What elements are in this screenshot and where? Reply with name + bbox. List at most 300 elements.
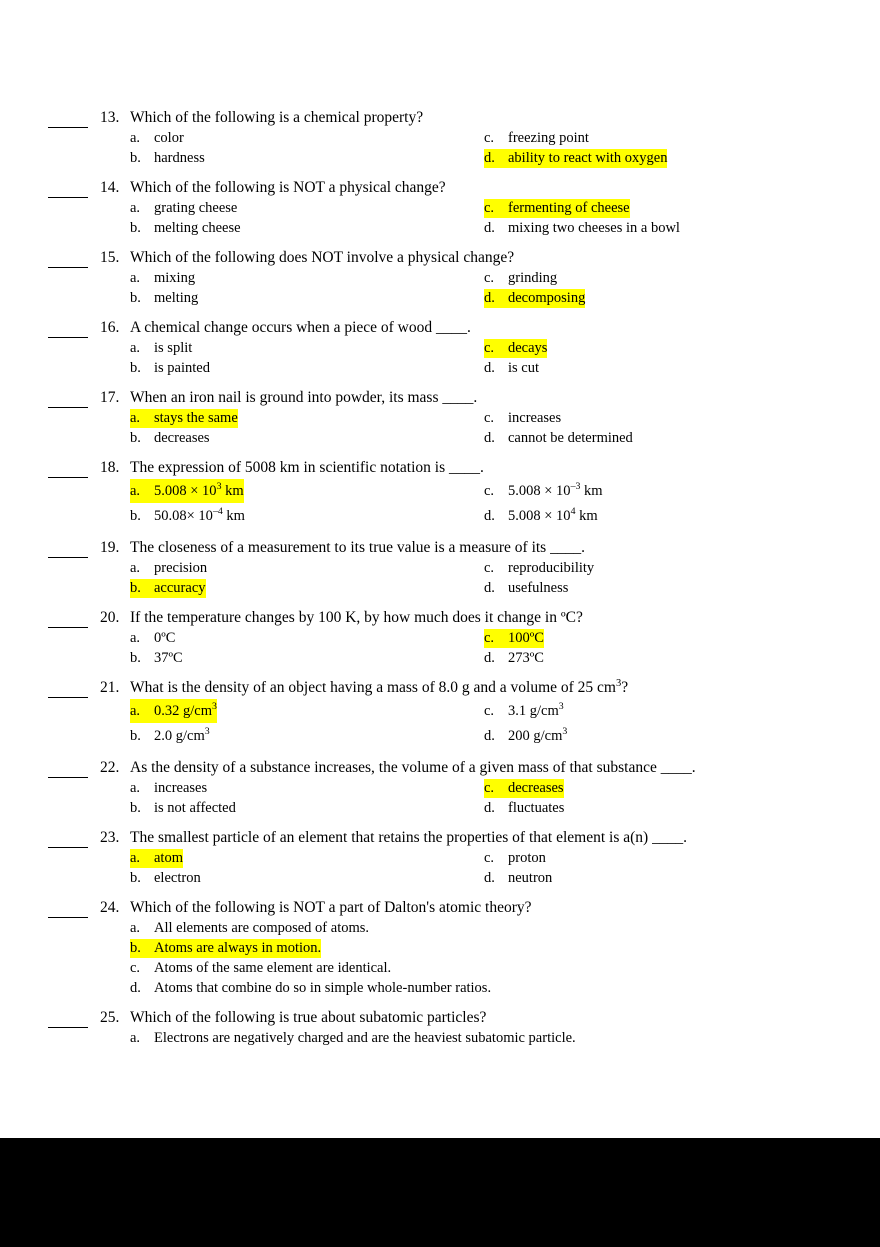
question-body [130,608,838,669]
choice-text [508,339,547,358]
choice-letter: a. [130,849,154,868]
choice-text-main: electron [154,870,201,886]
choice-letter: b. [130,800,141,816]
choice-text [154,429,210,448]
question-body [130,898,838,999]
question-text-main: The expression of 5008 km in scientific notation is ____. [130,459,484,476]
question-body [130,178,838,239]
choice-option[interactable] [484,629,838,649]
choice-list [130,559,838,599]
question-body [130,388,838,449]
choice-text-main: Electrons are negatively charged and are the heaviest subatomic particle. [154,1030,576,1046]
choice-text [508,219,680,238]
answer-blank[interactable] [48,1014,88,1028]
question-text [130,608,838,627]
answer-blank[interactable] [48,544,88,558]
choice-letter: d. [484,800,495,816]
choice-option[interactable] [130,269,484,289]
question-number: 20. [100,609,120,626]
choice-letter: b. [130,870,141,886]
question-text-main: The closeness of a measurement to its true value is a measure of its ____. [130,539,585,556]
question-text [130,678,838,697]
question-body [130,318,838,379]
choice-option[interactable] [484,359,838,379]
choice-text [154,359,210,378]
question-row [48,248,838,309]
choice-text [508,559,594,578]
question-number: 19. [100,539,120,556]
choice-text [154,559,207,578]
choice-text-main: 0.32 g/cm [154,703,212,719]
question-number: 25. [100,1009,120,1026]
choice-option[interactable] [484,724,838,749]
choice-list [130,629,838,669]
choice-text [154,339,192,358]
choice-text [508,359,539,378]
choice-letter: a. [130,560,141,576]
choice-text [154,724,210,748]
question-number: 22. [100,759,120,776]
answer-blank[interactable] [48,394,88,408]
choice-text [154,409,238,428]
question-row [48,608,838,669]
question-row [48,388,838,449]
choice-list [130,699,838,749]
choice-option[interactable] [130,339,484,359]
choice-letter: a. [130,340,141,356]
choice-letter: d. [484,508,495,524]
question-text [130,898,838,917]
choice-list [130,919,838,999]
question-row [48,178,838,239]
choice-text-main: fluctuates [508,800,565,816]
choice-option[interactable] [130,779,484,799]
choice-letter: a. [130,130,141,146]
choice-option[interactable] [130,479,484,504]
choice-text [154,629,175,648]
question-number: 13. [100,109,120,126]
choice-text [508,699,564,723]
choice-text-main: hardness [154,150,205,166]
choice-text [508,429,633,448]
choice-letter: c. [484,560,495,576]
choice-suffix: km [221,483,244,499]
answer-blank[interactable] [48,114,88,128]
choice-letter: a. [130,200,141,216]
question-number: 21. [100,679,120,696]
choice-superscript: 3 [212,701,217,713]
choice-text [154,479,244,503]
choice-letter: a. [130,270,141,286]
choice-text [154,699,217,723]
choice-text [154,289,198,308]
choice-letter: c. [130,960,141,976]
choice-text [154,649,183,668]
choice-text-main: decomposing [508,290,586,306]
question-text [130,458,838,477]
choice-letter: d. [484,580,495,596]
choice-option[interactable] [130,919,838,939]
choice-option[interactable] [484,699,838,724]
question-number: 15. [100,249,120,266]
choice-option[interactable] [130,799,484,819]
question-number: 17. [100,389,120,406]
answer-blank[interactable] [48,614,88,628]
choice-text [154,799,236,818]
choice-letter: d. [484,728,495,744]
choice-text-main: decays [508,340,548,356]
choice-text-main: is split [154,340,193,356]
choice-option[interactable] [130,579,484,599]
choice-text [154,129,184,148]
choice-text [508,479,603,503]
question-text [130,538,838,557]
choice-option[interactable] [130,559,484,579]
question-text-main: When an iron nail is ground into powder, its mass ____. [130,389,478,406]
question-text-main: Which of the following is NOT a part of Dalton's atomic theory? [130,899,532,916]
choice-text-main: 5.008 × 10 [154,483,217,499]
answer-blank[interactable] [48,184,88,198]
choice-option[interactable] [484,409,838,429]
choice-option[interactable] [130,504,484,529]
question-number: 16. [100,319,120,336]
choice-superscript: 3 [216,481,222,493]
choice-option[interactable] [484,649,838,669]
choice-letter: b. [130,360,141,376]
choice-text-main: increases [154,780,208,796]
choice-text-main: reproducibility [508,560,595,576]
choice-option[interactable] [484,869,838,889]
choice-option[interactable] [130,959,838,979]
question-row [48,828,838,889]
choice-text-main: 37ºC [154,650,183,666]
answer-blank[interactable] [48,904,88,918]
question-row [48,108,838,169]
choice-text-main: proton [508,850,546,866]
choice-text-main: is not affected [154,800,236,816]
answer-blank[interactable] [48,254,88,268]
choice-text [154,149,205,168]
choice-superscript: 3 [562,726,568,738]
question-text-suffix: ? [621,679,629,696]
question-text [130,318,838,337]
choice-text-main: 200 g/cm [508,728,563,744]
choice-text-main: 5.008 × 10 [508,483,571,499]
choice-option[interactable] [484,269,838,289]
choice-superscript: 3 [558,701,564,713]
choice-text-main: accuracy [154,580,206,596]
choice-letter: b. [130,290,141,306]
choice-letter: b. [130,508,141,524]
choice-option[interactable] [130,629,484,649]
choice-letter: b. [130,579,154,598]
question-text-superscript: 3 [615,677,622,689]
choice-text [508,149,667,168]
choice-text [154,269,195,288]
question-body [130,248,838,309]
choice-letter: c. [484,410,495,426]
choice-superscript: –3 [570,481,581,493]
choice-text-main: ability to react with oxygen [508,150,668,166]
question-text [130,248,838,267]
choice-letter: a. [130,780,141,796]
choice-text-main: All elements are composed of atoms. [154,920,370,936]
choice-letter: c. [484,850,495,866]
choice-letter: c. [484,629,508,648]
choice-option[interactable] [484,429,838,449]
question-number: 23. [100,829,120,846]
choice-text [508,649,544,668]
question-text [130,758,838,777]
choice-option[interactable] [130,149,484,169]
choice-text [154,919,369,938]
choice-option[interactable] [130,219,484,239]
question-text-main: A chemical change occurs when a piece of wood ____. [130,319,471,336]
choice-letter: c. [484,339,508,358]
choice-letter: d. [484,430,495,446]
choice-list [130,269,838,309]
choice-text [154,959,391,978]
choice-text [508,579,568,598]
choice-option[interactable] [130,979,838,999]
choice-option[interactable] [484,849,838,869]
choice-letter: d. [484,360,495,376]
choice-superscript: 4 [570,506,576,518]
choice-text [508,779,564,798]
choice-text [154,979,491,998]
question-body [130,458,838,529]
choice-text-main: decreases [508,780,564,796]
question-body [130,1008,838,1049]
choice-text-main: 100ºC [508,630,544,646]
choice-letter: a. [130,409,154,428]
quiz-question-list [48,108,838,1058]
question-text [130,108,838,127]
choice-letter: a. [130,1030,141,1046]
choice-option[interactable] [130,939,838,959]
question-text [130,828,838,847]
choice-option[interactable] [130,289,484,309]
choice-letter: a. [130,920,141,936]
choice-text [154,779,207,798]
choice-option[interactable] [484,504,838,529]
choice-text-main: 5.008 × 10 [508,508,571,524]
question-number: 14. [100,179,120,196]
choice-letter: a. [130,479,154,503]
choice-text-main: stays the same [154,410,238,426]
choice-text-main: mixing [154,270,196,286]
choice-text [508,409,561,428]
choice-text [508,129,589,148]
choice-letter: d. [484,149,508,168]
choice-text-main: color [154,130,184,146]
choice-letter: b. [130,939,154,958]
choice-option[interactable] [130,129,484,149]
choice-text [508,199,630,218]
answer-blank[interactable] [48,684,88,698]
question-body [130,678,838,749]
choice-option[interactable] [484,799,838,819]
choice-text [508,289,585,308]
choice-list [130,779,838,819]
choice-suffix: km [222,508,245,524]
choice-text-main: 3.1 g/cm [508,703,559,719]
choice-text [508,504,598,528]
choice-text [154,504,245,528]
choice-option[interactable] [130,699,484,724]
choice-text [154,849,183,868]
choice-text-main: mixing two cheeses in a bowl [508,220,680,236]
choice-option[interactable] [130,849,484,869]
choice-letter: c. [484,703,495,719]
question-body [130,828,838,889]
choice-text-main: decreases [154,430,210,446]
choice-text-main: atom [154,850,183,866]
choice-list [130,339,838,379]
choice-text [508,869,552,888]
choice-letter: d. [484,870,495,886]
choice-list [130,1029,838,1049]
choice-list [130,849,838,889]
question-text [130,178,838,197]
choice-letter: d. [484,289,508,308]
choice-list [130,409,838,449]
choice-option[interactable] [130,359,484,379]
choice-text-main: melting cheese [154,220,241,236]
choice-list [130,479,838,529]
answer-blank[interactable] [48,324,88,338]
choice-option[interactable] [130,1029,838,1049]
choice-option[interactable] [484,149,838,169]
choice-letter: c. [484,199,508,218]
question-row [48,458,838,529]
answer-blank[interactable] [48,464,88,478]
choice-option[interactable] [484,339,838,359]
answer-blank[interactable] [48,764,88,778]
choice-text [154,199,237,218]
choice-text-main: fermenting of cheese [508,200,630,216]
question-row [48,538,838,599]
question-body [130,758,838,819]
choice-option[interactable] [130,724,484,749]
choice-option[interactable] [484,289,838,309]
choice-option[interactable] [130,409,484,429]
question-text-main: Which of the following is NOT a physical change? [130,179,446,196]
question-row [48,898,838,999]
choice-text-main: Atoms are always in motion. [154,940,322,956]
choice-superscript: –4 [212,506,223,518]
question-number: 24. [100,899,120,916]
choice-text [508,724,567,748]
question-row [48,678,838,749]
choice-text [154,219,241,238]
choice-text-main: grinding [508,270,558,286]
choice-suffix: km [575,508,598,524]
question-text-main: What is the density of an object having a mass of 8.0 g and a volume of 25 cm [130,679,616,696]
choice-letter: d. [130,980,141,996]
answer-blank[interactable] [48,834,88,848]
question-text [130,388,838,407]
choice-option[interactable] [484,199,838,219]
choice-option[interactable] [484,129,838,149]
choice-letter: c. [484,483,495,499]
question-text-main: As the density of a substance increases, the volume of a given mass of that substance ____. [130,759,696,776]
choice-text-main: neutron [508,870,553,886]
question-body [130,538,838,599]
question-text-main: If the temperature changes by 100 K, by how much does it change in ºC? [130,609,583,626]
choice-option[interactable] [484,779,838,799]
choice-text-main: Atoms of the same element are identical. [154,960,392,976]
question-row [48,758,838,819]
choice-option[interactable] [130,869,484,889]
choice-option[interactable] [484,579,838,599]
choice-text [508,849,546,868]
choice-letter: d. [484,650,495,666]
choice-superscript: 3 [204,726,210,738]
choice-text [154,1029,576,1048]
choice-letter: b. [130,430,141,446]
choice-text-main: 50.08× 10 [154,508,213,524]
question-text-main: The smallest particle of an element that retains the properties of that element is a(n) ____. [130,829,687,846]
choice-text-main: 0ºC [154,630,176,646]
choice-letter: b. [130,650,141,666]
choice-option[interactable] [130,649,484,669]
choice-letter: a. [130,630,141,646]
choice-option[interactable] [484,479,838,504]
choice-suffix: km [580,483,603,499]
choice-letter: b. [130,728,141,744]
choice-option[interactable] [130,199,484,219]
question-text-main: Which of the following does NOT involve a physical change? [130,249,515,266]
choice-text-main: 2.0 g/cm [154,728,205,744]
choice-text-main: grating cheese [154,200,238,216]
choice-letter: c. [484,130,495,146]
choice-text-main: increases [508,410,562,426]
choice-letter: a. [130,699,154,723]
question-text-main: Which of the following is true about subatomic particles? [130,1009,487,1026]
choice-letter: c. [484,779,508,798]
choice-text-main: 273ºC [508,650,544,666]
choice-text-main: usefulness [508,580,569,596]
choice-letter: d. [484,220,495,236]
choice-text [508,269,557,288]
choice-letter: b. [130,220,141,236]
choice-text [508,799,564,818]
choice-letter: b. [130,150,141,166]
choice-text-main: cannot be determined [508,430,633,446]
choice-option[interactable] [484,559,838,579]
choice-list [130,129,838,169]
choice-option[interactable] [130,429,484,449]
choice-text-main: is painted [154,360,210,376]
question-text [130,1008,838,1027]
question-row [48,318,838,379]
choice-letter: c. [484,270,495,286]
question-text-main: Which of the following is a chemical property? [130,109,424,126]
choice-text [154,939,321,958]
choice-text-main: Atoms that combine do so in simple whole-number ratios. [154,980,492,996]
question-row [48,1008,838,1049]
question-body [130,108,838,169]
choice-text-main: is cut [508,360,540,376]
choice-text [154,579,206,598]
choice-text [154,869,201,888]
choice-text-main: precision [154,560,208,576]
choice-text-main: melting [154,290,199,306]
question-number: 18. [100,459,120,476]
choice-option[interactable] [484,219,838,239]
choice-text [508,629,544,648]
